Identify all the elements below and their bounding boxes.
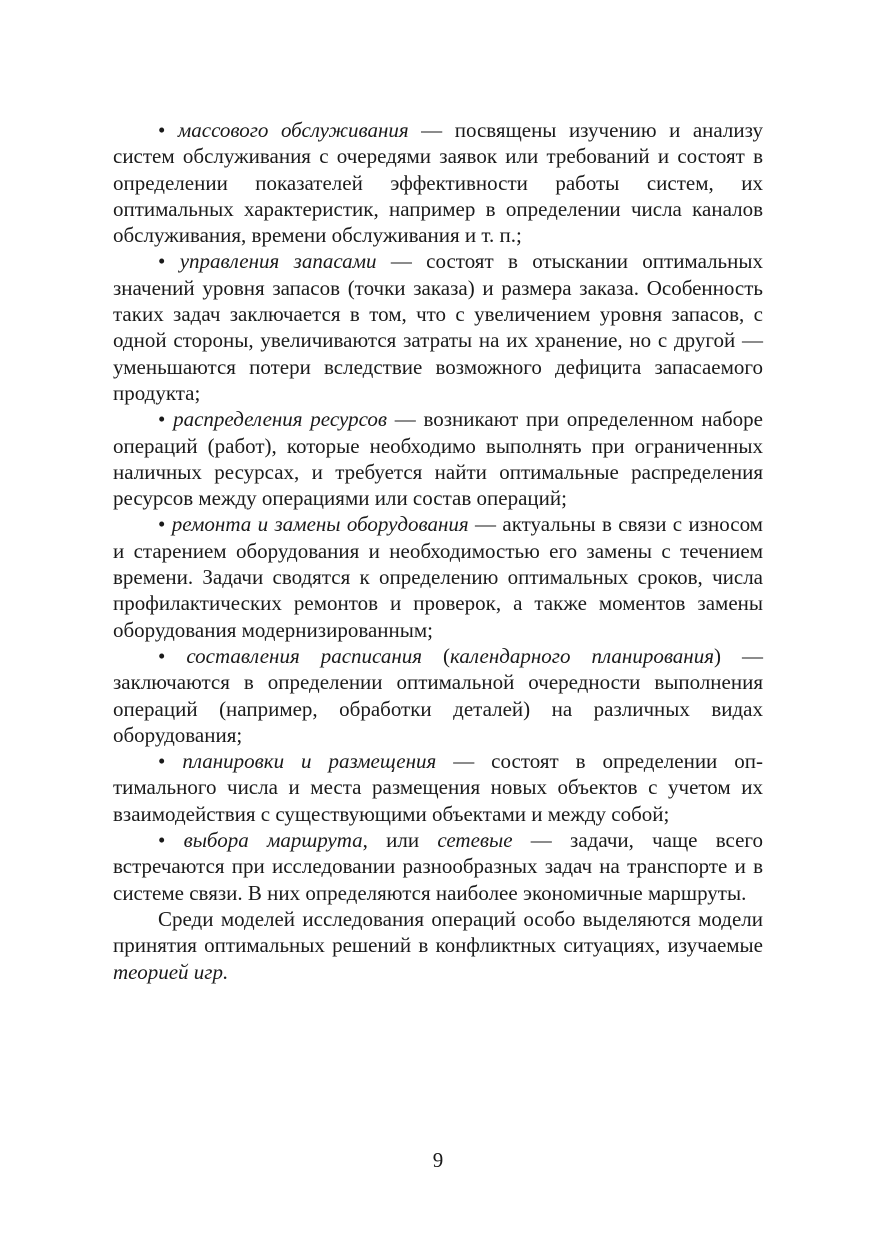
paragraph-inventory [113, 248, 763, 406]
paragraph-text: — посвящены изучению и анализу систем обслуживания с очередями заявок или требований и состоят в определении показателей эффективности работы систем, их оптимальных характеристик, например в определении числа каналов обслуживания, времени обслуживания и т. п.; [113, 118, 764, 248]
paragraph-text: — возникают при определенном наборе операций (работ), которые необходимо выполнять при ограниченных наличных ресурсах, и требуется найти оптимальные распределения ресурсов между операциями или состав операций; [113, 407, 763, 511]
page-number: 9 [432, 1148, 444, 1172]
paragraph-resources [113, 406, 763, 511]
bullet: • [158, 512, 172, 537]
paragraph-repair [113, 511, 763, 642]
paragraph-queueing [113, 117, 763, 248]
paragraph-text: ( [422, 643, 451, 668]
term-italic: распределения ресурсов [173, 407, 387, 432]
paragraph-text: — состоят в отыскании оптимальных значений уровня запасов (точки заказа) и размера заказа. Особенность таких задач заключается в том, что с увеличением уровня запасов, с одной стороны, увеличиваются затраты на их хранение, но с другой — уменьшаются потери вследствие возможного дефицита запасаемого продукта; [113, 249, 763, 405]
paragraph-text: Среди моделей исследования операций особо выделяются модели принятия оптимальных решений в конфликтных ситуациях, изучаемые [113, 906, 763, 958]
bullet: • [158, 643, 187, 668]
bullet: • [158, 749, 183, 774]
paragraph-routing [113, 827, 763, 906]
term-italic: выбора маршрута [183, 828, 363, 853]
bullet: • [158, 249, 180, 274]
paragraph-text-continued: ) — заключаются в определении оптимальной очередности выполнения операций (например, обработки деталей) на различных видах оборудования; [113, 643, 763, 747]
paragraph-text-continued: — задачи, чаще всего встречаются при исследовании разнообразных задач на транспорте и в системе связи. В них определяются наиболее экономичные маршруты. [113, 828, 763, 905]
term-italic-secondary: теорией игр. [113, 959, 229, 984]
term-italic: планировки и размещения [182, 749, 437, 774]
term-italic: ремонта и замены оборудования [171, 512, 469, 537]
page-body [113, 117, 763, 985]
paragraph-text: — актуальны в связи с износом и старением оборудования и необходимостью его замены с течением времени. Задачи сводятся к определению оптимальных сроков, числа профилактических ремонтов и проверок, а также моментов замены оборудования модернизированным; [113, 512, 763, 642]
term-italic: составления расписания [186, 643, 423, 668]
bullet: • [158, 118, 178, 142]
paragraph-placement [113, 748, 763, 827]
paragraph-scheduling [113, 643, 763, 748]
term-italic-secondary: сетевые [437, 828, 513, 853]
paragraph-game-theory [113, 906, 763, 985]
bullet: • [158, 828, 184, 853]
paragraph-text: , или [362, 828, 438, 853]
term-italic: массового обслуживания [177, 118, 409, 142]
term-italic-secondary: календарного планирования [450, 643, 714, 668]
term-italic: управления запасами [179, 249, 377, 274]
bullet: • [158, 407, 174, 432]
paragraph-text: — состоят в определении оптимального числа и места размещения новых объектов с учетом их взаимодействия с существующими объектами и между собой; [113, 749, 763, 826]
